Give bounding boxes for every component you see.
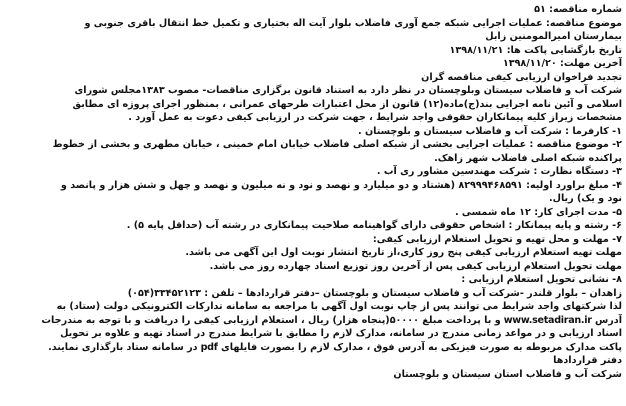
intro-line-1: شرکت آب و فاضلاب سیستان وبلوچستان در نظر دارد به استناد قانون برگزاری مناقصات- مصوب ۱۳۸۳مجلس شورای	[74, 85, 622, 96]
item-duration: ۵- مدت اجرای کار: ۱۲ ماه شمسی .	[454, 206, 622, 218]
item-subject-cont: پراکنده شبکه اصلی فاضلاب شهر زاهک.	[434, 152, 622, 164]
notice-heading: تجدید فراخوان ارزیابی کیفی مناقصه گران	[421, 71, 622, 83]
item-employer: ۱- کارفرما : شرکت آب و فاضلاب سیستان و بلوچستان .	[357, 125, 622, 137]
item-supervisor: ۳- دستگاه نظارت : شرکت مهندسین مشاور ری آب .	[376, 166, 622, 177]
instructions-line-1: لذا شرکتهای واجد شرایط می توانند پس از چاپ نوبت اول آگهی با مراجعه به سامانه تدارکات الکترونیکی دولت (ستاد) به	[56, 301, 622, 312]
signature-office: دفتر قراردادها	[553, 355, 622, 366]
item-contractor-grade: ۶- رشته و پایه پیمانکار : اشخاص حقوقی دارای گواهینامه صلاحیت پیمانکاری در رشته آب (حداقل پایه ۵) .	[126, 220, 622, 231]
intro-line-3: مشخصات زیراز کلیه پیمانکاران حقوقی واجد شرایط ، جهت شرکت در ارزیابی کیفی دعوت به عمل آورد .	[128, 112, 622, 123]
address-line: زاهدان – بلوار قلندر -شرکت آب و فاضلاب سیستان و بلوچستان –دفتر قراردادها – تلفن : ۳۳۴۵۲۱۲۳(۰۵۴)	[127, 287, 622, 299]
prep-deadline: مهلت تهیه استعلام ارزیابی کیفی پنج روز کاری،از تاریخ انتشار نوبت اول این آگهی می باشد.	[185, 247, 622, 258]
item-subject: ۲- موضوع مناقصه : عملیات اجرایی بخشی از شبکه اصلی فاضلاب خیابان امام خمینی ، خیابان مطهری و بخشی از خطوط	[52, 139, 622, 150]
item-address: ۸- نشانی تحویل استعلام ارزیابی :	[461, 274, 622, 285]
tender-number: شماره مناقصه: ۵۱	[534, 4, 622, 15]
deadline: آخرین مهلت: ۱۳۹۸/۱۱/۲۰	[502, 58, 622, 69]
tender-subject-cont: بیمارستان امیرالمومنین زابل	[485, 31, 622, 42]
opening-date: تاریخ بازگشایی پاکت ها: ۱۳۹۸/۱۱/۲۱	[449, 44, 622, 56]
item-estimate: ۴- مبلغ براورد اولیه: ۸۲۹۹۹۴۶۸۵۹۱ (هشتاد و دو میلیارد و نهصد و نود و نه میلیون و نهصد و چهل و شش هزار و پانصد و	[60, 179, 622, 191]
intro-line-2: اسلامی و آئین نامه اجرایی بند(ج)ماده(۱۲) قانون از محل اعتبارات طرحهای عمرانی ، بمنظور اجرای پروژه ای مطابق	[72, 98, 622, 110]
instructions-line-2: آدرس www.setadiran.ir و با پرداخت مبلغ ۵۰۰۰۰(پنجاه هزار) ریال ، استعلام ارزیابی کیفی را دریافت و با توجه به مندرجات	[41, 314, 622, 326]
tender-subject: موضوع مناقصه: عملیات اجرایی شبکه جمع آوری فاضلاب بلوار آیت اله بختیاری و تکمیل خط انتقال باقری جنوبی و	[84, 17, 622, 29]
signature-company: شرکت آب و فاضلاب استان سیستان و بلوچستان	[393, 368, 622, 380]
item-estimate-cont: نود و یک) ریال.	[548, 193, 622, 204]
delivery-deadline: مهلت تحویل استعلام ارزیابی کیفی پس از آخرین روز توزیع اسناد چهارده روز می باشد.	[209, 260, 622, 272]
item-deadline-place: ۷- مهلت و محل تهیه و تحویل استعلام ارزیابی کیفی:	[372, 233, 622, 245]
instructions-line-4: پاکت مدارک مربوطه به صورت فیزیکی به آدرس فوق ، مدارک لازم را بصورت فایلهای pdf در سامانه ستاد بارگذاری نمایند.	[48, 341, 622, 353]
instructions-line-3: اسناد ارزیابی و در مواعد زمانی مندرج در سامانه، مدارک لازم را مطابق با شرایط مندرج در اسناد تهیه و علاوه بر تحویل	[60, 328, 622, 339]
